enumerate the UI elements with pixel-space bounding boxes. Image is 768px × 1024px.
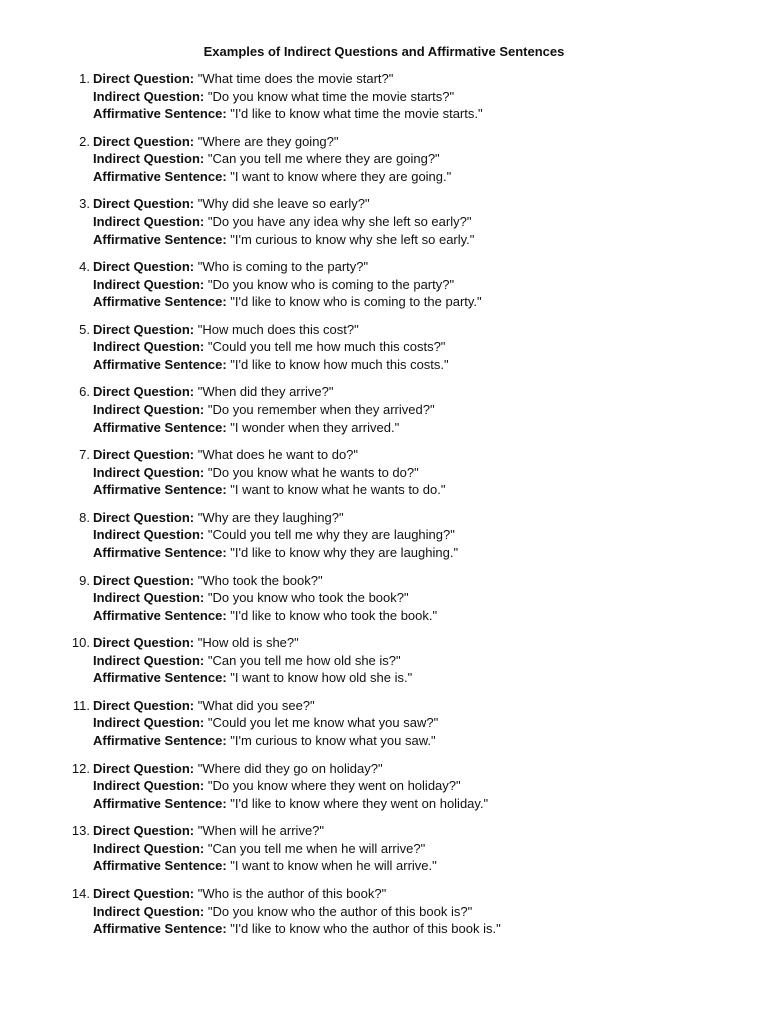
direct-question-label: Direct Question: bbox=[93, 384, 195, 400]
direct-question-label: Direct Question: bbox=[93, 447, 195, 463]
indirect-question-line bbox=[93, 150, 742, 168]
affirmative-sentence-line bbox=[93, 857, 742, 875]
list-item-number: 2. bbox=[79, 133, 90, 149]
indirect-question-text: "Can you tell me how old she is?" bbox=[207, 652, 401, 668]
list-item bbox=[62, 885, 742, 948]
affirmative-sentence-text: "I want to know when he will arrive." bbox=[230, 858, 437, 874]
list-item bbox=[62, 321, 742, 384]
affirmative-sentence-text: "I'm curious to know why she left so early." bbox=[230, 231, 475, 247]
indirect-question-label: Indirect Question: bbox=[93, 151, 205, 167]
list-item-number: 3. bbox=[79, 196, 90, 212]
list-item bbox=[62, 697, 742, 760]
indirect-question-text: "Do you know who took the book?" bbox=[207, 590, 409, 606]
indirect-question-line bbox=[93, 526, 742, 544]
indirect-question-text: "Could you tell me how much this costs?" bbox=[207, 339, 446, 355]
direct-question-text: "Who is coming to the party?" bbox=[197, 259, 369, 275]
list-item-number: 7. bbox=[79, 447, 90, 463]
list-item bbox=[62, 509, 742, 572]
affirmative-sentence-line bbox=[93, 544, 742, 562]
document-title: Examples of Indirect Questions and Affirmative Sentences bbox=[203, 44, 565, 59]
direct-question-label: Direct Question: bbox=[93, 196, 195, 212]
list-item bbox=[62, 133, 742, 196]
list-item-number: 5. bbox=[79, 321, 90, 337]
affirmative-sentence-text: "I want to know where they are going." bbox=[230, 168, 452, 184]
indirect-question-label: Indirect Question: bbox=[93, 778, 205, 794]
list-item bbox=[62, 572, 742, 635]
direct-question-text: "Where did they go on holiday?" bbox=[197, 760, 383, 776]
affirmative-sentence-text: "I'm curious to know what you saw." bbox=[230, 733, 436, 749]
indirect-question-label: Indirect Question: bbox=[93, 88, 205, 104]
direct-question-line bbox=[93, 509, 742, 527]
direct-question-label: Direct Question: bbox=[93, 71, 195, 86]
direct-question-line bbox=[93, 822, 742, 840]
affirmative-sentence-label: Affirmative Sentence: bbox=[93, 294, 227, 310]
direct-question-label: Direct Question: bbox=[93, 885, 195, 901]
indirect-question-line bbox=[93, 777, 742, 795]
indirect-question-line bbox=[93, 88, 742, 106]
affirmative-sentence-line bbox=[93, 481, 742, 499]
list-item-number: 4. bbox=[79, 259, 90, 275]
affirmative-sentence-label: Affirmative Sentence: bbox=[93, 356, 227, 372]
indirect-question-label: Indirect Question: bbox=[93, 339, 205, 355]
examples-list bbox=[62, 70, 742, 948]
indirect-question-line bbox=[93, 338, 742, 356]
affirmative-sentence-text: "I'd like to know where they went on holiday." bbox=[230, 795, 489, 811]
direct-question-text: "How old is she?" bbox=[197, 635, 299, 651]
indirect-question-label: Indirect Question: bbox=[93, 652, 205, 668]
indirect-question-line bbox=[93, 840, 742, 858]
direct-question-line bbox=[93, 321, 742, 339]
indirect-question-line bbox=[93, 903, 742, 921]
direct-question-text: "What time does the movie start?" bbox=[197, 71, 394, 86]
direct-question-label: Direct Question: bbox=[93, 259, 195, 275]
affirmative-sentence-label: Affirmative Sentence: bbox=[93, 106, 227, 122]
list-item bbox=[62, 258, 742, 321]
direct-question-line bbox=[93, 634, 742, 652]
affirmative-sentence-text: "I want to know how old she is." bbox=[230, 670, 413, 686]
affirmative-sentence-line bbox=[93, 293, 742, 311]
direct-question-text: "Who took the book?" bbox=[197, 572, 323, 588]
indirect-question-label: Indirect Question: bbox=[93, 903, 205, 919]
direct-question-line bbox=[93, 258, 742, 276]
list-item-number: 10. bbox=[71, 635, 90, 651]
affirmative-sentence-label: Affirmative Sentence: bbox=[93, 168, 227, 184]
affirmative-sentence-line bbox=[93, 732, 742, 750]
indirect-question-label: Indirect Question: bbox=[93, 213, 205, 229]
affirmative-sentence-text: "I'd like to know who the author of this book is." bbox=[230, 921, 501, 937]
indirect-question-text: "Could you let me know what you saw?" bbox=[207, 715, 439, 731]
direct-question-text: "When did they arrive?" bbox=[197, 384, 334, 400]
affirmative-sentence-label: Affirmative Sentence: bbox=[93, 607, 227, 623]
indirect-question-text: "Do you remember when they arrived?" bbox=[207, 402, 435, 418]
direct-question-line bbox=[93, 70, 742, 88]
list-item bbox=[62, 822, 742, 885]
direct-question-label: Direct Question: bbox=[93, 760, 195, 776]
indirect-question-text: "Can you tell me where they are going?" bbox=[207, 151, 440, 167]
indirect-question-line bbox=[93, 652, 742, 670]
affirmative-sentence-line bbox=[93, 168, 742, 186]
affirmative-sentence-text: "I'd like to know who took the book." bbox=[230, 607, 438, 623]
affirmative-sentence-text: "I'd like to know how much this costs." bbox=[230, 356, 449, 372]
indirect-question-label: Indirect Question: bbox=[93, 527, 205, 543]
list-item-number: 13. bbox=[71, 823, 90, 839]
affirmative-sentence-text: "I'd like to know who is coming to the party." bbox=[230, 294, 482, 310]
list-item-number: 6. bbox=[79, 384, 90, 400]
direct-question-line bbox=[93, 195, 742, 213]
indirect-question-line bbox=[93, 464, 742, 482]
indirect-question-text: "Do you know what he wants to do?" bbox=[207, 464, 419, 480]
direct-question-line bbox=[93, 133, 742, 151]
direct-question-text: "Why are they laughing?" bbox=[197, 509, 344, 525]
indirect-question-line bbox=[93, 589, 742, 607]
list-item-number: 1. bbox=[79, 71, 90, 86]
direct-question-text: "How much does this cost?" bbox=[197, 321, 359, 337]
indirect-question-line bbox=[93, 213, 742, 231]
indirect-question-label: Indirect Question: bbox=[93, 402, 205, 418]
list-item-number: 9. bbox=[79, 572, 90, 588]
affirmative-sentence-text: "I'd like to know what time the movie starts." bbox=[230, 106, 483, 122]
affirmative-sentence-label: Affirmative Sentence: bbox=[93, 858, 227, 874]
direct-question-text: "What did you see?" bbox=[197, 697, 315, 713]
affirmative-sentence-label: Affirmative Sentence: bbox=[93, 733, 227, 749]
affirmative-sentence-label: Affirmative Sentence: bbox=[93, 921, 227, 937]
direct-question-text: "What does he want to do?" bbox=[197, 447, 359, 463]
list-item-number: 8. bbox=[79, 509, 90, 525]
indirect-question-label: Indirect Question: bbox=[93, 464, 205, 480]
affirmative-sentence-line bbox=[93, 607, 742, 625]
indirect-question-line bbox=[93, 276, 742, 294]
indirect-question-label: Indirect Question: bbox=[93, 590, 205, 606]
direct-question-text: "When will he arrive?" bbox=[197, 823, 325, 839]
indirect-question-text: "Can you tell me when he will arrive?" bbox=[207, 840, 426, 856]
affirmative-sentence-line bbox=[93, 231, 742, 249]
affirmative-sentence-line bbox=[93, 795, 742, 813]
affirmative-sentence-line bbox=[93, 356, 742, 374]
direct-question-line bbox=[93, 885, 742, 903]
indirect-question-label: Indirect Question: bbox=[93, 840, 205, 856]
list-item bbox=[62, 446, 742, 509]
direct-question-label: Direct Question: bbox=[93, 823, 195, 839]
affirmative-sentence-text: "I wonder when they arrived." bbox=[230, 419, 400, 435]
indirect-question-line bbox=[93, 401, 742, 419]
affirmative-sentence-label: Affirmative Sentence: bbox=[93, 419, 227, 435]
direct-question-label: Direct Question: bbox=[93, 635, 195, 651]
indirect-question-text: "Do you know who is coming to the party?" bbox=[207, 276, 455, 292]
direct-question-line bbox=[93, 383, 742, 401]
affirmative-sentence-line bbox=[93, 920, 742, 938]
indirect-question-label: Indirect Question: bbox=[93, 715, 205, 731]
affirmative-sentence-label: Affirmative Sentence: bbox=[93, 670, 227, 686]
list-item-number: 12. bbox=[71, 760, 90, 776]
direct-question-line bbox=[93, 446, 742, 464]
indirect-question-text: "Do you know where they went on holiday?" bbox=[207, 778, 461, 794]
list-item bbox=[62, 195, 742, 258]
direct-question-text: "Why did she leave so early?" bbox=[197, 196, 370, 212]
direct-question-label: Direct Question: bbox=[93, 509, 195, 525]
affirmative-sentence-line bbox=[93, 669, 742, 687]
affirmative-sentence-label: Affirmative Sentence: bbox=[93, 795, 227, 811]
direct-question-label: Direct Question: bbox=[93, 133, 195, 149]
direct-question-line bbox=[93, 760, 742, 778]
indirect-question-line bbox=[93, 714, 742, 732]
indirect-question-text: "Could you tell me why they are laughing?" bbox=[207, 527, 455, 543]
affirmative-sentence-line bbox=[93, 105, 742, 123]
affirmative-sentence-label: Affirmative Sentence: bbox=[93, 545, 227, 560]
affirmative-sentence-text: "I want to know what he wants to do." bbox=[230, 482, 446, 498]
direct-question-line bbox=[93, 697, 742, 715]
direct-question-label: Direct Question: bbox=[93, 572, 195, 588]
affirmative-sentence-line bbox=[93, 419, 742, 437]
direct-question-line bbox=[93, 572, 742, 590]
indirect-question-text: "Do you know who the author of this book is?" bbox=[207, 903, 473, 919]
list-item-number: 11. bbox=[72, 697, 90, 713]
affirmative-sentence-text: "I'd like to know why they are laughing." bbox=[230, 545, 459, 560]
list-item bbox=[62, 70, 742, 133]
direct-question-text: "Where are they going?" bbox=[197, 133, 339, 149]
affirmative-sentence-label: Affirmative Sentence: bbox=[93, 231, 227, 247]
direct-question-label: Direct Question: bbox=[93, 321, 195, 337]
indirect-question-text: "Do you know what time the movie starts?" bbox=[207, 88, 455, 104]
direct-question-text: "Who is the author of this book?" bbox=[197, 885, 387, 901]
list-item bbox=[62, 383, 742, 446]
list-item bbox=[62, 634, 742, 697]
affirmative-sentence-label: Affirmative Sentence: bbox=[93, 482, 227, 498]
indirect-question-text: "Do you have any idea why she left so early?" bbox=[207, 213, 472, 229]
direct-question-label: Direct Question: bbox=[93, 697, 195, 713]
list-item-number: 14. bbox=[71, 885, 90, 901]
list-item bbox=[62, 760, 742, 823]
indirect-question-label: Indirect Question: bbox=[93, 276, 205, 292]
